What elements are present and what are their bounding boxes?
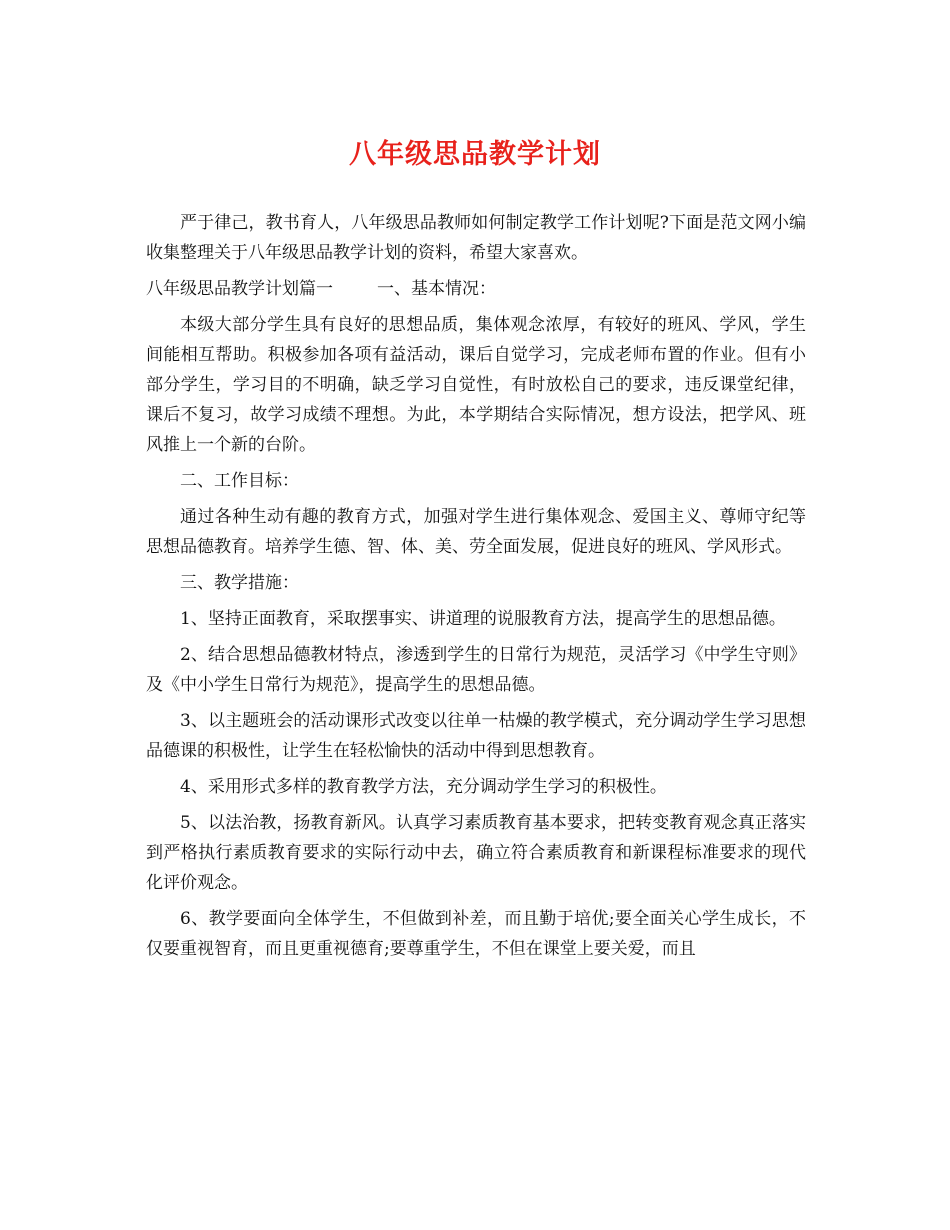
measure-item-2: 2、结合思想品德教材特点，渗透到学生的日常行为规范，灵活学习《中学生守则》及《中小学生日常行为规范》，提高学生的思想品德。 <box>146 645 806 695</box>
part3-heading: 三、教学措施： <box>180 573 299 593</box>
measure-item-3: 3、以主题班会的活动课形式改变以往单一枯燥的教学模式，充分调动学生学习思想品德课的积极性，让学生在轻松愉快的活动中得到思想教育。 <box>146 711 806 761</box>
intro-paragraph: 严于律己，教书育人，八年级思品教师如何制定教学工作计划呢?下面是范文网小编收集整理关于八年级思品教学计划的资料，希望大家喜欢。 <box>146 213 806 263</box>
section-heading-line <box>146 274 806 304</box>
part2-paragraph: 通过各种生动有趣的教育方式，加强对学生进行集体观念、爱国主义、尊师守纪等思想品德教育。培养学生德、智、体、美、劳全面发展，促进良好的班风、学风形式。 <box>146 507 806 557</box>
measure-item-4: 4、采用形式多样的教育教学方法，充分调动学生学习的积极性。 <box>180 777 667 797</box>
measure-item-6: 6、教学要面向全体学生，不但做到补差，而且勤于培优;要全面关心学生成长，不仅要重视智育，而且更重视德育;要尊重学生，不但在课堂上要关爱，而且 <box>146 909 806 959</box>
part1-heading: 一、基本情况： <box>377 279 496 299</box>
measure-item-5: 5、以法治教，扬教育新风。认真学习素质教育基本要求，把转变教育观念真正落实到严格执行素质教育要求的实际行动中去，确立符合素质教育和新课程标准要求的现代化评价观念。 <box>146 813 806 893</box>
part2-heading: 二、工作目标： <box>180 471 299 491</box>
measure-item-1: 1、坚持正面教育，采取摆事实、讲道理的说服教育方法，提高学生的思想品德。 <box>180 609 786 629</box>
section-heading: 八年级思品教学计划篇一 <box>146 279 333 299</box>
part1-paragraph: 本级大部分学生具有良好的思想品质，集体观念浓厚，有较好的班风、学风，学生间能相互帮助。积极参加各项有益活动，课后自觉学习，完成老师布置的作业。但有小部分学生，学习目的不明确，缺乏学习自觉性，有时放松自己的要求，违反课堂纪律，课后不复习，故学习成绩不理想。为此，本学期结合实际情况，想方设法，把学风、班风推上一个新的台阶。 <box>146 315 806 455</box>
page-title: 八年级思品教学计划 <box>349 139 601 170</box>
document-body <box>146 208 806 970</box>
